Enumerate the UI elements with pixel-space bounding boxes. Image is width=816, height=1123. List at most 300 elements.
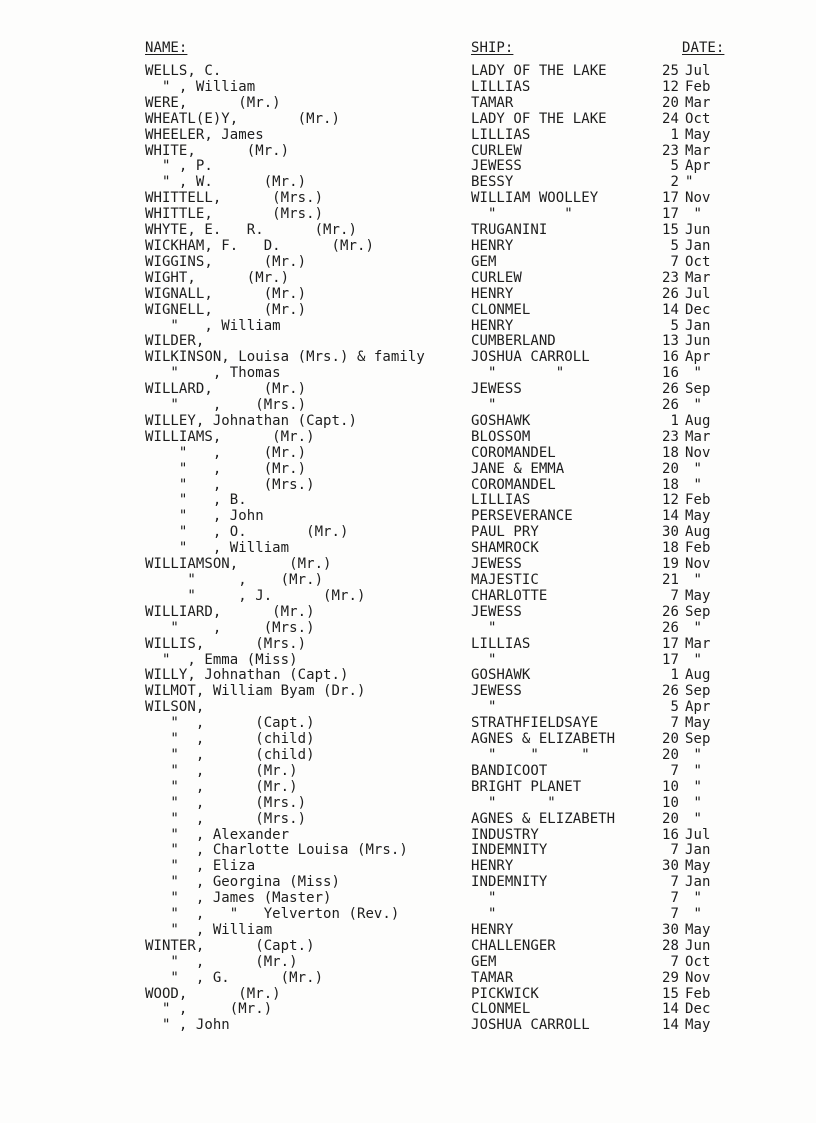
ship-name: INDEMNITY bbox=[471, 842, 548, 859]
arrival-day: 21 bbox=[662, 572, 679, 588]
arrival-day: 26 bbox=[662, 619, 679, 636]
arrival-day: 10 bbox=[662, 794, 679, 811]
table-row bbox=[145, 493, 745, 509]
table-row bbox=[145, 987, 745, 1003]
arrival-month: Jul bbox=[685, 285, 711, 302]
arrival-month: Sep bbox=[685, 603, 711, 620]
ship-name: GOSHAWK bbox=[471, 412, 531, 429]
ship-name: JEWESS bbox=[471, 556, 522, 573]
ship-name: TAMAR bbox=[471, 94, 514, 111]
passenger-name: WINTER, (Capt.) bbox=[145, 937, 315, 954]
arrival-day: 19 bbox=[662, 556, 679, 573]
passenger-name: WIGNELL, (Mr.) bbox=[145, 301, 307, 318]
passenger-name: " , Eliza bbox=[145, 858, 256, 875]
passenger-name: " , (Mr.) bbox=[145, 444, 307, 461]
arrival-month: " bbox=[685, 746, 702, 763]
passenger-name: " , (Mr.) bbox=[145, 572, 324, 588]
table-row bbox=[145, 573, 745, 589]
arrival-day: 26 bbox=[662, 683, 679, 700]
table-row bbox=[145, 159, 745, 175]
ship-name: BRIGHT PLANET bbox=[471, 778, 582, 795]
passenger-name: " , " Yelverton (Rev.) bbox=[145, 906, 400, 923]
passenger-name: " , (Mr.) bbox=[145, 460, 307, 477]
arrival-month: Jan bbox=[685, 842, 711, 859]
table-row bbox=[145, 891, 745, 907]
ship-name: BESSY bbox=[471, 174, 514, 191]
passenger-name: WOOD, (Mr.) bbox=[145, 985, 281, 1002]
ship-name: INDUSTRY bbox=[471, 826, 539, 843]
passenger-name: WHYTE, E. R. (Mr.) bbox=[145, 222, 357, 239]
arrival-day: 5 bbox=[670, 317, 679, 334]
ship-name: BLOSSOM bbox=[471, 428, 531, 445]
table-row bbox=[145, 541, 745, 557]
arrival-month: Mar bbox=[685, 269, 711, 286]
passenger-name: WHITE, (Mr.) bbox=[145, 142, 290, 159]
arrival-day: 17 bbox=[662, 190, 679, 207]
arrival-day: 7 bbox=[670, 762, 679, 779]
ship-name: HENRY bbox=[471, 317, 514, 334]
passenger-name: " , (Mr.) bbox=[145, 762, 298, 779]
table-row bbox=[145, 414, 745, 430]
passenger-name: WILLIS, (Mrs.) bbox=[145, 635, 307, 652]
arrival-month: Feb bbox=[685, 540, 711, 557]
column-headers bbox=[145, 40, 745, 60]
passenger-name: " , Georgina (Miss) bbox=[145, 874, 341, 891]
table-row bbox=[145, 398, 745, 414]
arrival-month: " bbox=[685, 174, 694, 191]
table-row bbox=[145, 796, 745, 812]
arrival-day: 26 bbox=[662, 285, 679, 302]
arrival-day: 20 bbox=[662, 810, 679, 827]
passenger-name: " , William bbox=[145, 921, 273, 938]
arrival-day: 14 bbox=[662, 508, 679, 525]
table-row bbox=[145, 716, 745, 732]
name-column-header: NAME: bbox=[145, 40, 188, 56]
ship-name: LADY OF THE LAKE bbox=[471, 110, 607, 127]
arrival-month: Dec bbox=[685, 301, 711, 318]
arrival-day: 15 bbox=[662, 985, 679, 1002]
passenger-name: WERE, (Mr.) bbox=[145, 94, 281, 111]
ship-name: JEWESS bbox=[471, 158, 522, 175]
arrival-day: 30 bbox=[662, 858, 679, 875]
arrival-day: 15 bbox=[662, 222, 679, 239]
arrival-day: 28 bbox=[662, 937, 679, 954]
arrival-month: " bbox=[685, 762, 702, 779]
arrival-month: May bbox=[685, 587, 711, 604]
arrival-month: Mar bbox=[685, 94, 711, 111]
table-row bbox=[145, 525, 745, 541]
passenger-name: " , William bbox=[145, 78, 256, 95]
passenger-name: " , (Mrs.) bbox=[145, 397, 307, 414]
ship-name: HENRY bbox=[471, 285, 514, 302]
arrival-month: Feb bbox=[685, 492, 711, 509]
arrival-month: Nov bbox=[685, 556, 711, 573]
entries-list bbox=[145, 64, 745, 1034]
ship-name: LILLIAS bbox=[471, 635, 531, 652]
ship-name: " bbox=[471, 397, 497, 414]
arrival-day: 16 bbox=[662, 349, 679, 366]
arrival-month: Jun bbox=[685, 333, 711, 350]
passenger-name: WIGNALL, (Mr.) bbox=[145, 285, 307, 302]
table-row bbox=[145, 764, 745, 780]
arrival-day: 18 bbox=[662, 476, 679, 493]
ship-name: JEWESS bbox=[471, 603, 522, 620]
ship-name: " " " bbox=[471, 746, 590, 763]
passenger-name: WILSON, bbox=[145, 699, 205, 716]
arrival-day: 23 bbox=[662, 269, 679, 286]
table-row bbox=[145, 971, 745, 987]
arrival-day: 1 bbox=[670, 412, 679, 429]
arrival-day: 1 bbox=[670, 667, 679, 684]
arrival-month: May bbox=[685, 1017, 711, 1034]
arrival-month: " bbox=[685, 890, 702, 907]
arrival-month: Jun bbox=[685, 937, 711, 954]
ship-name: PAUL PRY bbox=[471, 524, 539, 541]
arrival-month: Feb bbox=[685, 985, 711, 1002]
table-row bbox=[145, 223, 745, 239]
arrival-day: 23 bbox=[662, 428, 679, 445]
arrival-month: Oct bbox=[685, 253, 711, 270]
arrival-day: 7 bbox=[670, 253, 679, 270]
arrival-day: 30 bbox=[662, 921, 679, 938]
ship-name: LADY OF THE LAKE bbox=[471, 63, 607, 79]
table-row bbox=[145, 907, 745, 923]
table-row bbox=[145, 923, 745, 939]
ship-name: " bbox=[471, 651, 497, 668]
arrival-day: 10 bbox=[662, 778, 679, 795]
passenger-name: " , William bbox=[145, 317, 281, 334]
passenger-name: " , (Mrs.) bbox=[145, 794, 307, 811]
table-row bbox=[145, 350, 745, 366]
table-row bbox=[145, 557, 745, 573]
passenger-name: WELLS, C. bbox=[145, 63, 222, 79]
arrival-day: 17 bbox=[662, 206, 679, 223]
ship-name: GOSHAWK bbox=[471, 667, 531, 684]
passenger-name: WILLIAMS, (Mr.) bbox=[145, 428, 315, 445]
passenger-name: " , (Mrs.) bbox=[145, 810, 307, 827]
arrival-day: 29 bbox=[662, 969, 679, 986]
table-row bbox=[145, 112, 745, 128]
ship-name: TRUGANINI bbox=[471, 222, 548, 239]
table-row bbox=[145, 955, 745, 971]
table-row bbox=[145, 334, 745, 350]
table-row bbox=[145, 732, 745, 748]
table-row bbox=[145, 191, 745, 207]
arrival-month: May bbox=[685, 126, 711, 143]
table-row bbox=[145, 828, 745, 844]
passenger-name: " , (child) bbox=[145, 731, 315, 748]
arrival-day: 7 bbox=[670, 587, 679, 604]
table-row bbox=[145, 128, 745, 144]
passenger-name: " , (Mr.) bbox=[145, 953, 298, 970]
ship-column-header: SHIP: bbox=[471, 40, 514, 56]
arrival-month: " bbox=[685, 619, 702, 636]
arrival-month: " bbox=[685, 572, 702, 588]
passenger-name: " , P. bbox=[145, 158, 213, 175]
arrival-day: 26 bbox=[662, 603, 679, 620]
table-row bbox=[145, 144, 745, 160]
passenger-name: " , (Capt.) bbox=[145, 715, 315, 732]
arrival-day: 14 bbox=[662, 301, 679, 318]
arrival-month: Mar bbox=[685, 635, 711, 652]
arrival-month: Jan bbox=[685, 237, 711, 254]
ship-name: " " bbox=[471, 794, 556, 811]
arrival-day: 20 bbox=[662, 94, 679, 111]
table-row bbox=[145, 1018, 745, 1034]
arrival-day: 26 bbox=[662, 397, 679, 414]
ship-name: " " bbox=[471, 206, 573, 223]
ship-name: TAMAR bbox=[471, 969, 514, 986]
arrival-month: Oct bbox=[685, 953, 711, 970]
arrival-month: Aug bbox=[685, 667, 711, 684]
arrival-month: " bbox=[685, 651, 702, 668]
table-row bbox=[145, 430, 745, 446]
ship-name: CHALLENGER bbox=[471, 937, 556, 954]
ship-name: BANDICOOT bbox=[471, 762, 548, 779]
passenger-name: WHITTLE, (Mrs.) bbox=[145, 206, 324, 223]
ship-name: HENRY bbox=[471, 858, 514, 875]
arrival-month: Sep bbox=[685, 731, 711, 748]
ship-name: JANE & EMMA bbox=[471, 460, 565, 477]
table-row bbox=[145, 653, 745, 669]
ship-name: INDEMNITY bbox=[471, 874, 548, 891]
arrival-month: " bbox=[685, 906, 702, 923]
arrival-month: " bbox=[685, 810, 702, 827]
ship-name: HENRY bbox=[471, 237, 514, 254]
arrival-month: " bbox=[685, 460, 702, 477]
passenger-name: WIGHT, (Mr.) bbox=[145, 269, 290, 286]
arrival-month: Aug bbox=[685, 412, 711, 429]
table-row bbox=[145, 812, 745, 828]
ship-name: JEWESS bbox=[471, 381, 522, 398]
arrival-day: 17 bbox=[662, 635, 679, 652]
table-row bbox=[145, 303, 745, 319]
arrival-day: 5 bbox=[670, 699, 679, 716]
passenger-name: WILLY, Johnathan (Capt.) bbox=[145, 667, 349, 684]
table-row bbox=[145, 700, 745, 716]
table-row bbox=[145, 319, 745, 335]
arrival-day: 7 bbox=[670, 890, 679, 907]
table-row bbox=[145, 239, 745, 255]
table-row bbox=[145, 589, 745, 605]
passenger-name: WILLEY, Johnathan (Capt.) bbox=[145, 412, 357, 429]
ship-name: PERSEVERANCE bbox=[471, 508, 573, 525]
table-row bbox=[145, 668, 745, 684]
table-row bbox=[145, 175, 745, 191]
arrival-month: Mar bbox=[685, 428, 711, 445]
passenger-name: " , Charlotte Louisa (Mrs.) bbox=[145, 842, 408, 859]
passenger-name: WHEELER, James bbox=[145, 126, 264, 143]
passenger-name: WILDER, bbox=[145, 333, 205, 350]
table-row bbox=[145, 843, 745, 859]
arrival-month: Feb bbox=[685, 78, 711, 95]
passenger-name: " , (Mr.) bbox=[145, 1001, 273, 1018]
arrival-day: 20 bbox=[662, 460, 679, 477]
table-row bbox=[145, 684, 745, 700]
arrival-day: 18 bbox=[662, 540, 679, 557]
table-row bbox=[145, 939, 745, 955]
passenger-name: " , W. (Mr.) bbox=[145, 174, 307, 191]
passenger-name: " , John bbox=[145, 508, 264, 525]
ship-name: COROMANDEL bbox=[471, 444, 556, 461]
arrival-day: 7 bbox=[670, 906, 679, 923]
arrival-day: 18 bbox=[662, 444, 679, 461]
ship-name: AGNES & ELIZABETH bbox=[471, 731, 616, 748]
arrival-day: 26 bbox=[662, 381, 679, 398]
passenger-name: WILLIARD, (Mr.) bbox=[145, 603, 315, 620]
arrival-day: 14 bbox=[662, 1001, 679, 1018]
ship-name: CLONMEL bbox=[471, 1001, 531, 1018]
ship-name: GEM bbox=[471, 953, 497, 970]
ship-name: CURLEW bbox=[471, 269, 522, 286]
passenger-name: " , G. (Mr.) bbox=[145, 969, 324, 986]
arrival-day: 5 bbox=[670, 158, 679, 175]
table-row bbox=[145, 780, 745, 796]
passenger-name: WIGGINS, (Mr.) bbox=[145, 253, 307, 270]
table-row bbox=[145, 478, 745, 494]
ship-name: " bbox=[471, 699, 497, 716]
passenger-name: " , (child) bbox=[145, 746, 315, 763]
arrival-month: Apr bbox=[685, 158, 711, 175]
passenger-name: " , John bbox=[145, 1017, 230, 1034]
passenger-name: WILMOT, William Byam (Dr.) bbox=[145, 683, 366, 700]
arrival-month: Aug bbox=[685, 524, 711, 541]
arrival-day: 14 bbox=[662, 1017, 679, 1034]
table-row bbox=[145, 1002, 745, 1018]
passenger-name: " , (Mrs.) bbox=[145, 619, 315, 636]
arrival-month: Sep bbox=[685, 683, 711, 700]
arrival-month: Apr bbox=[685, 349, 711, 366]
arrival-month: Oct bbox=[685, 110, 711, 127]
table-row bbox=[145, 509, 745, 525]
arrival-month: " bbox=[685, 365, 702, 382]
passenger-name: " , B. bbox=[145, 492, 247, 509]
passenger-name: WICKHAM, F. D. (Mr.) bbox=[145, 237, 374, 254]
arrival-month: Dec bbox=[685, 1001, 711, 1018]
passenger-name: WILLARD, (Mr.) bbox=[145, 381, 307, 398]
arrival-day: 1 bbox=[670, 126, 679, 143]
arrival-month: Nov bbox=[685, 190, 711, 207]
arrival-month: Nov bbox=[685, 444, 711, 461]
ship-name: MAJESTIC bbox=[471, 572, 539, 588]
table-row bbox=[145, 255, 745, 271]
date-column-header: DATE: bbox=[682, 40, 725, 56]
ship-name: CUMBERLAND bbox=[471, 333, 556, 350]
ship-name: JEWESS bbox=[471, 683, 522, 700]
ship-name: CLONMEL bbox=[471, 301, 531, 318]
arrival-day: 12 bbox=[662, 492, 679, 509]
table-row bbox=[145, 207, 745, 223]
arrival-month: " bbox=[685, 778, 702, 795]
ship-name: CURLEW bbox=[471, 142, 522, 159]
passenger-name: WHEATL(E)Y, (Mr.) bbox=[145, 110, 341, 127]
passenger-name: WILKINSON, Louisa (Mrs.) & family bbox=[145, 349, 425, 366]
passenger-name: " , Emma (Miss) bbox=[145, 651, 298, 668]
arrival-month: Jan bbox=[685, 874, 711, 891]
arrival-month: Sep bbox=[685, 381, 711, 398]
ship-name: " bbox=[471, 619, 497, 636]
arrival-month: Jul bbox=[685, 63, 711, 79]
arrival-day: 25 bbox=[662, 63, 679, 79]
arrival-month: May bbox=[685, 858, 711, 875]
passenger-name: WILLIAMSON, (Mr.) bbox=[145, 556, 332, 573]
arrival-month: May bbox=[685, 715, 711, 732]
table-row bbox=[145, 621, 745, 637]
ship-name: WILLIAM WOOLLEY bbox=[471, 190, 599, 207]
table-row bbox=[145, 859, 745, 875]
arrival-day: 5 bbox=[670, 237, 679, 254]
ship-name: LILLIAS bbox=[471, 492, 531, 509]
ship-name: JOSHUA CARROLL bbox=[471, 1017, 590, 1034]
table-row bbox=[145, 446, 745, 462]
arrival-day: 7 bbox=[670, 953, 679, 970]
passenger-name: WHITTELL, (Mrs.) bbox=[145, 190, 324, 207]
arrival-month: " bbox=[685, 206, 702, 223]
arrival-month: May bbox=[685, 508, 711, 525]
arrival-month: " bbox=[685, 794, 702, 811]
ship-name: " " bbox=[471, 365, 565, 382]
arrival-month: " bbox=[685, 397, 702, 414]
ship-name: HENRY bbox=[471, 921, 514, 938]
arrival-day: 16 bbox=[662, 365, 679, 382]
arrival-day: 7 bbox=[670, 842, 679, 859]
arrival-day: 7 bbox=[670, 874, 679, 891]
ship-name: COROMANDEL bbox=[471, 476, 556, 493]
ship-name: AGNES & ELIZABETH bbox=[471, 810, 616, 827]
passenger-name: " , O. (Mr.) bbox=[145, 524, 349, 541]
arrival-day: 17 bbox=[662, 651, 679, 668]
table-row bbox=[145, 605, 745, 621]
table-row bbox=[145, 382, 745, 398]
arrival-month: Jan bbox=[685, 317, 711, 334]
arrival-month: Jul bbox=[685, 826, 711, 843]
arrival-day: 7 bbox=[670, 715, 679, 732]
table-row bbox=[145, 462, 745, 478]
table-row bbox=[145, 271, 745, 287]
table-row bbox=[145, 366, 745, 382]
table-row bbox=[145, 287, 745, 303]
table-row bbox=[145, 64, 745, 80]
arrival-month: Mar bbox=[685, 142, 711, 159]
table-row bbox=[145, 875, 745, 891]
arrival-month: Nov bbox=[685, 969, 711, 986]
ship-name: GEM bbox=[471, 253, 497, 270]
table-row bbox=[145, 637, 745, 653]
passenger-list bbox=[145, 40, 745, 1034]
arrival-day: 12 bbox=[662, 78, 679, 95]
arrival-day: 24 bbox=[662, 110, 679, 127]
arrival-month: Jun bbox=[685, 222, 711, 239]
passenger-name: " , William bbox=[145, 540, 290, 557]
table-row bbox=[145, 96, 745, 112]
ship-name: SHAMROCK bbox=[471, 540, 539, 557]
arrival-day: 16 bbox=[662, 826, 679, 843]
ship-name: " bbox=[471, 906, 497, 923]
table-row bbox=[145, 80, 745, 96]
passenger-name: " , Thomas bbox=[145, 365, 281, 382]
passenger-name: " , Alexander bbox=[145, 826, 290, 843]
arrival-day: 20 bbox=[662, 746, 679, 763]
arrival-month: " bbox=[685, 476, 702, 493]
passenger-name: " , J. (Mr.) bbox=[145, 587, 366, 604]
ship-name: PICKWICK bbox=[471, 985, 539, 1002]
table-row bbox=[145, 748, 745, 764]
arrival-month: Apr bbox=[685, 699, 711, 716]
arrival-day: 30 bbox=[662, 524, 679, 541]
ship-name: LILLIAS bbox=[471, 78, 531, 95]
arrival-day: 20 bbox=[662, 731, 679, 748]
arrival-month: May bbox=[685, 921, 711, 938]
